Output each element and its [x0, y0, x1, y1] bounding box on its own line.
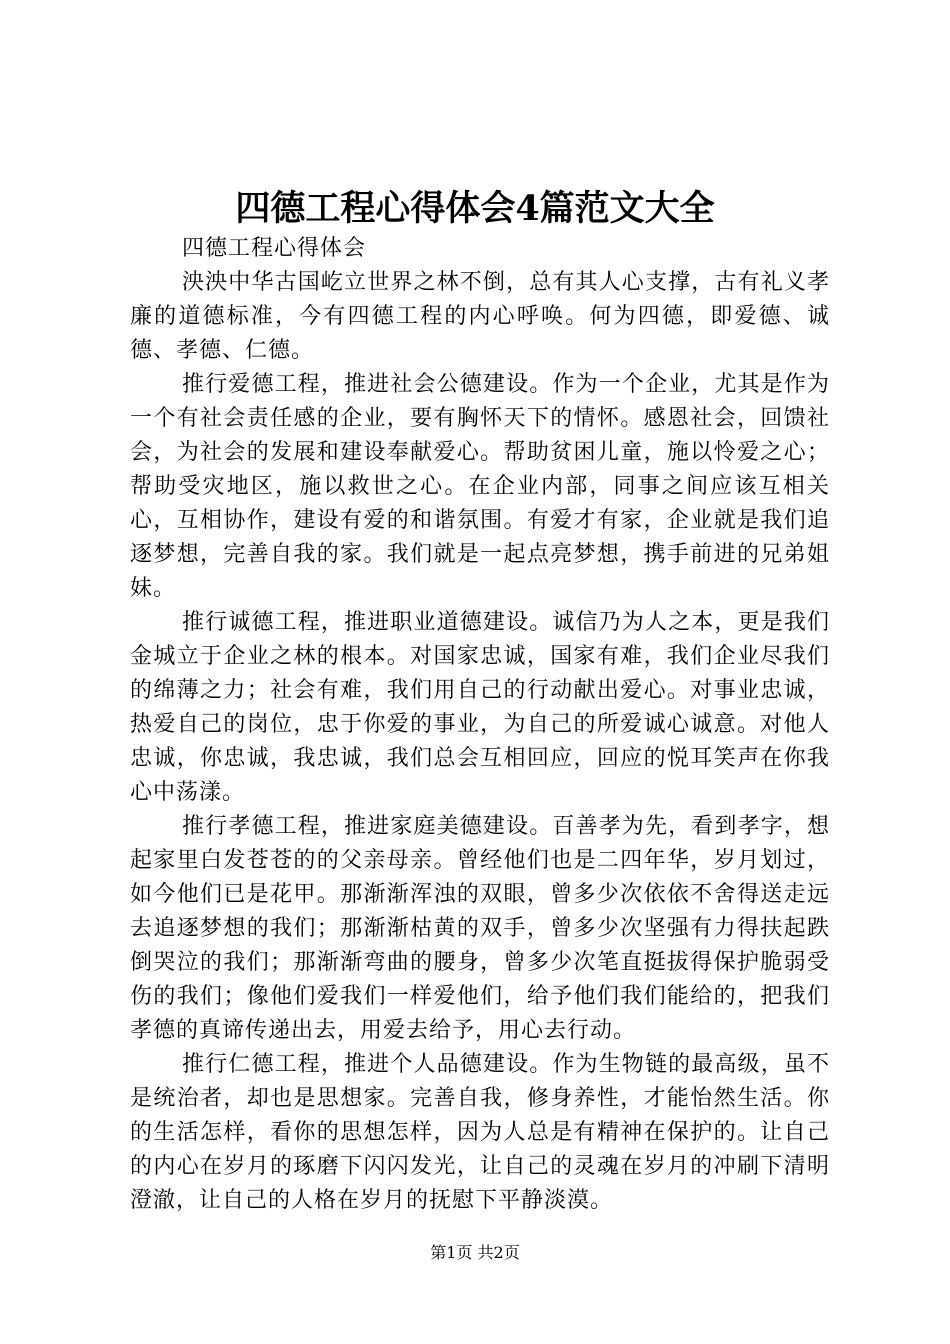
paragraph-intro: 泱泱中华古国屹立世界之林不倒，总有其人心支撑，古有礼义孝廉的道德标准，今有四德工程的内心呼唤。何为四德，即爱德、诚德、孝德、仁德。: [130, 270, 830, 363]
page-number-footer: 第1页 共2页: [430, 1243, 520, 1262]
section-heading: 四德工程心得体会: [182, 236, 367, 261]
document-title: 四德工程心得体会4篇范文大全: [235, 188, 715, 229]
document-body: [130, 232, 830, 1218]
paragraph-ai-de: 推行爱德工程，推进社会公德建设。作为一个企业，尤其是作为一个有社会责任感的企业，要有胸怀天下的情怀。感恩社会，回馈社会，为社会的发展和建设奉献爱心。帮助贫困儿童，施以怜爱之心；帮助受灾地区，施以救世之心。在企业内部，同事之间应该互相关心，互相协作，建设有爱的和谐氛围。有爱才有家，企业就是我们追逐梦想，完善自我的家。我们就是一起点亮梦想，携手前进的兄弟姐妹。: [130, 372, 830, 601]
paragraph-xiao-de: 推行孝德工程，推进家庭美德建设。百善孝为先，看到孝字，想起家里白发苍苍的的父亲母亲。曾经他们也是二四年华，岁月划过，如今他们已是花甲。那渐渐浑浊的双眼，曾多少次依依不舍得送走远去追逐梦想的我们；那渐渐枯黄的双手，曾多少次坚强有力得扶起跌倒哭泣的我们；那渐渐弯曲的腰身，曾多少次笔直挺拔得保护脆弱受伤的我们；像他们爱我们一样爱他们，给予他们我们能给的，把我们孝德的真谛传递出去，用爱去给予，用心去行动。: [130, 814, 830, 1043]
paragraph-ren-de: 推行仁德工程，推进个人品德建设。作为生物链的最高级，虽不是统治者，却也是思想家。完善自我，修身养性，才能怡然生活。你的生活怎样，看你的思想怎样，因为人总是有精神在保护的。让自己的内心在岁月的琢磨下闪闪发光，让自己的灵魂在岁月的冲刷下清明澄澈，让自己的人格在岁月的抚慰下平静淡漠。: [130, 1052, 830, 1213]
paragraph-cheng-de: 推行诚德工程，推进职业道德建设。诚信乃为人之本，更是我们金城立于企业之林的根本。对国家忠诚，国家有难，我们企业尽我们的绵薄之力；社会有难，我们用自己的行动献出爱心。对事业忠诚，热爱自己的岗位，忠于你爱的事业，为自己的所爱诚心诚意。对他人忠诚，你忠诚，我忠诚，我们总会互相回应，回应的悦耳笑声在你我心中荡漾。: [130, 610, 830, 805]
